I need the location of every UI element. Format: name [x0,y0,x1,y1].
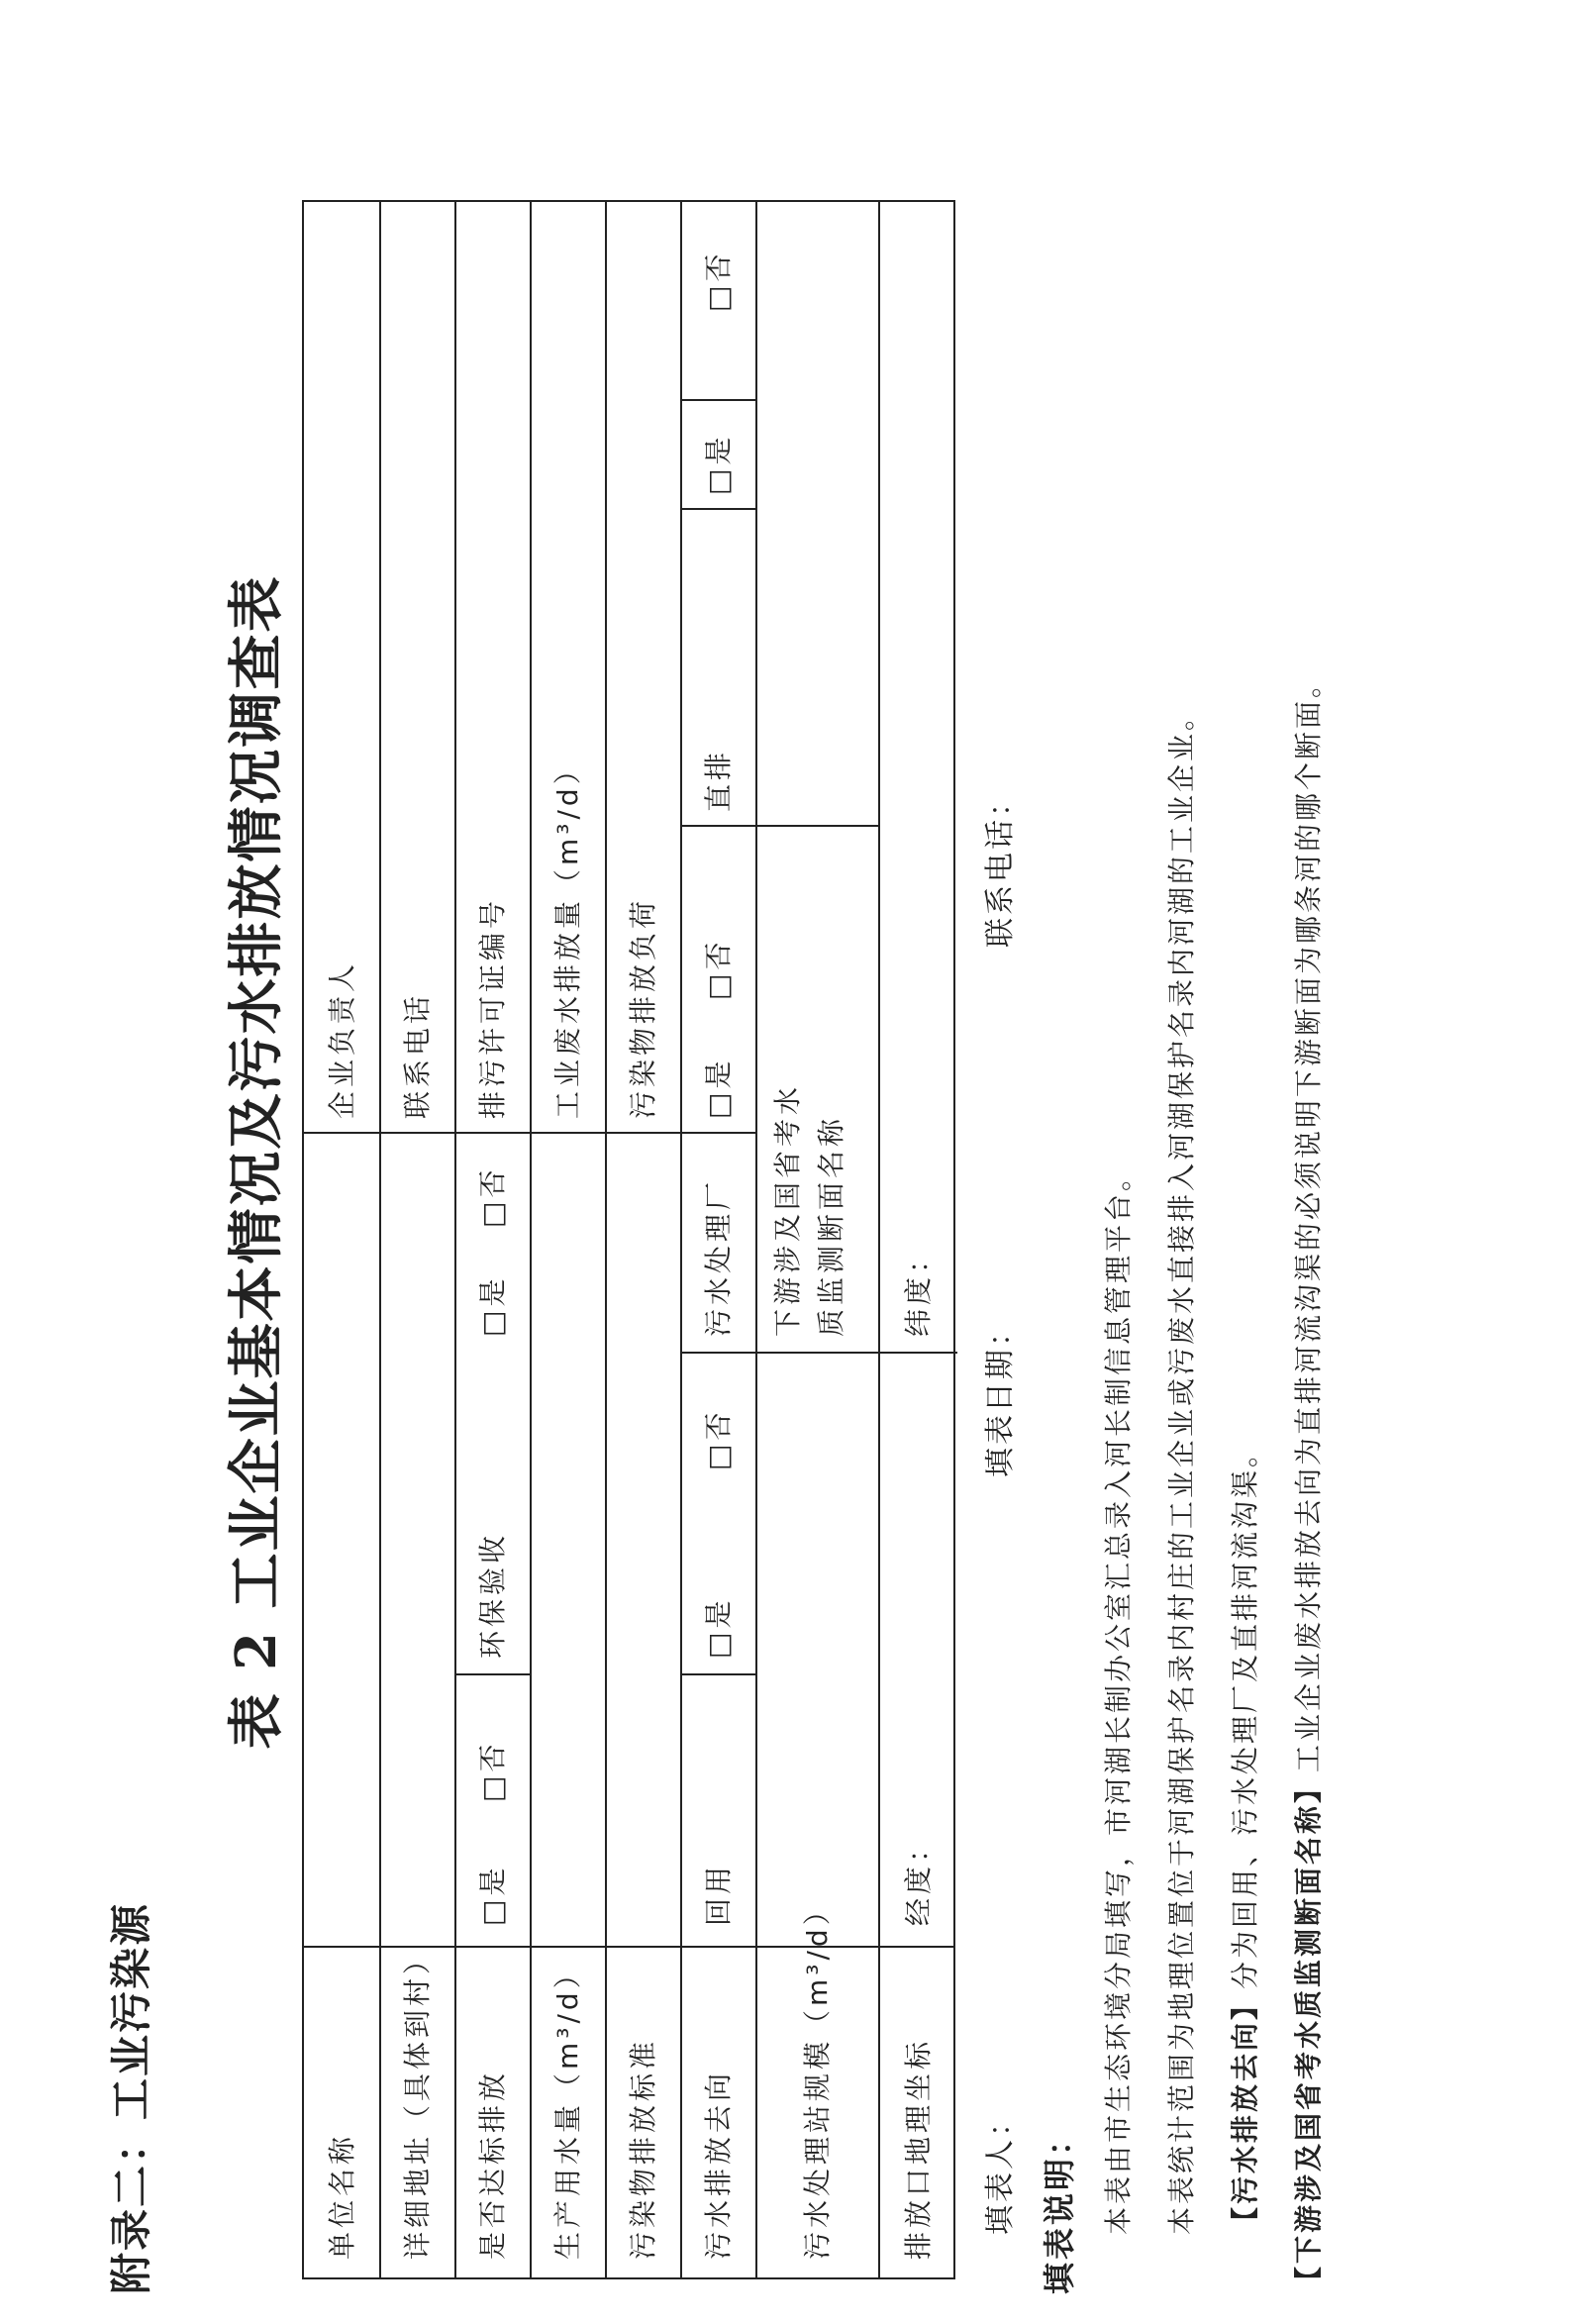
direct-no-checkbox[interactable]: □否 [702,250,735,312]
direct-yes-checkbox[interactable]: □是 [702,433,735,495]
notes-heading: 填表说明： [1041,2120,1078,2294]
contact-phone-label: 联系电话： [983,784,1018,948]
eia-yes-checkbox[interactable]: □是 [476,1274,509,1337]
treatment-label: 污水处理站规模（m³/d） [801,1893,834,2260]
eia-label: 环保验收 [476,1531,509,1659]
note-4 [1287,667,1327,2294]
survey-table [302,200,955,2279]
note-3-text: 分为回用、污水处理厂及直排河流沟渠。 [1229,1436,1261,1989]
plant-yes-checkbox[interactable]: □是 [702,1057,735,1119]
unit-name-label: 单位名称 [326,2132,358,2260]
direction-label: 污水排放去向 [702,2069,735,2260]
reuse-yes-checkbox[interactable]: □是 [702,1596,735,1659]
plant-label: 污水处理厂 [702,1177,735,1337]
coords-label: 排放口地理坐标 [902,2037,935,2260]
standard-label: 污染物排放标准 [627,2037,659,2260]
note-1: 本表由市生态环境分局填写，市河湖长制办公室汇总录入河长制信息管理平台。 [1102,1160,1135,2235]
section-label-line1: 下游涉及国省考水 [771,1082,804,1337]
load-label: 污染物排放负荷 [627,896,659,1119]
filler-label: 填表人： [983,2104,1018,2235]
compliance-label: 是否达标排放 [476,2069,509,2260]
latitude-label: 纬度： [902,1241,935,1337]
permit-label: 排污许可证编号 [476,896,509,1119]
address-label: 详细地址（具体到村） [401,1942,434,2260]
table-title: 表 2 工业企业基本情况及污水排放情况调查表 [224,574,289,1750]
owner-label: 企业负责人 [326,960,358,1119]
appendix-title: 附录二：工业污染源 [107,1901,155,2294]
note-3 [1224,1437,1263,2235]
direct-label: 直排 [702,748,735,812]
longitude-label: 经度： [902,1830,935,1926]
note-3-bold: 【污水排放去向】 [1229,1988,1261,2235]
discharge-label: 工业废水排放量（m³/d） [551,753,584,1119]
compliance-no-checkbox[interactable]: □否 [476,1740,509,1802]
section-label-line2: 质监测断面名称 [815,1114,847,1337]
reuse-no-checkbox[interactable]: □否 [702,1408,735,1470]
plant-no-checkbox[interactable]: □否 [702,938,735,1000]
note-4-text: 工业企业废水排放去向为直排河流沟渠的必须说明下游断面为哪条河的哪个断面。 [1292,666,1325,1772]
note-2: 本表统计范围为地理位置位于河湖保护名录内村庄的工业企业或污废水直接排入河湖保护名录内河湖的工业企业。 [1165,699,1198,2235]
reuse-label: 回用 [702,1862,735,1926]
water-use-label: 生产用水量（m³/d） [551,1957,584,2260]
fill-date-label: 填表日期： [983,1314,1018,1477]
eia-no-checkbox[interactable]: □否 [476,1165,509,1228]
compliance-yes-checkbox[interactable]: □是 [476,1864,509,1926]
note-4-bold: 【下游涉及国省考水质监测断面名称】 [1292,1771,1325,2294]
phone-label: 联系电话 [401,991,434,1119]
